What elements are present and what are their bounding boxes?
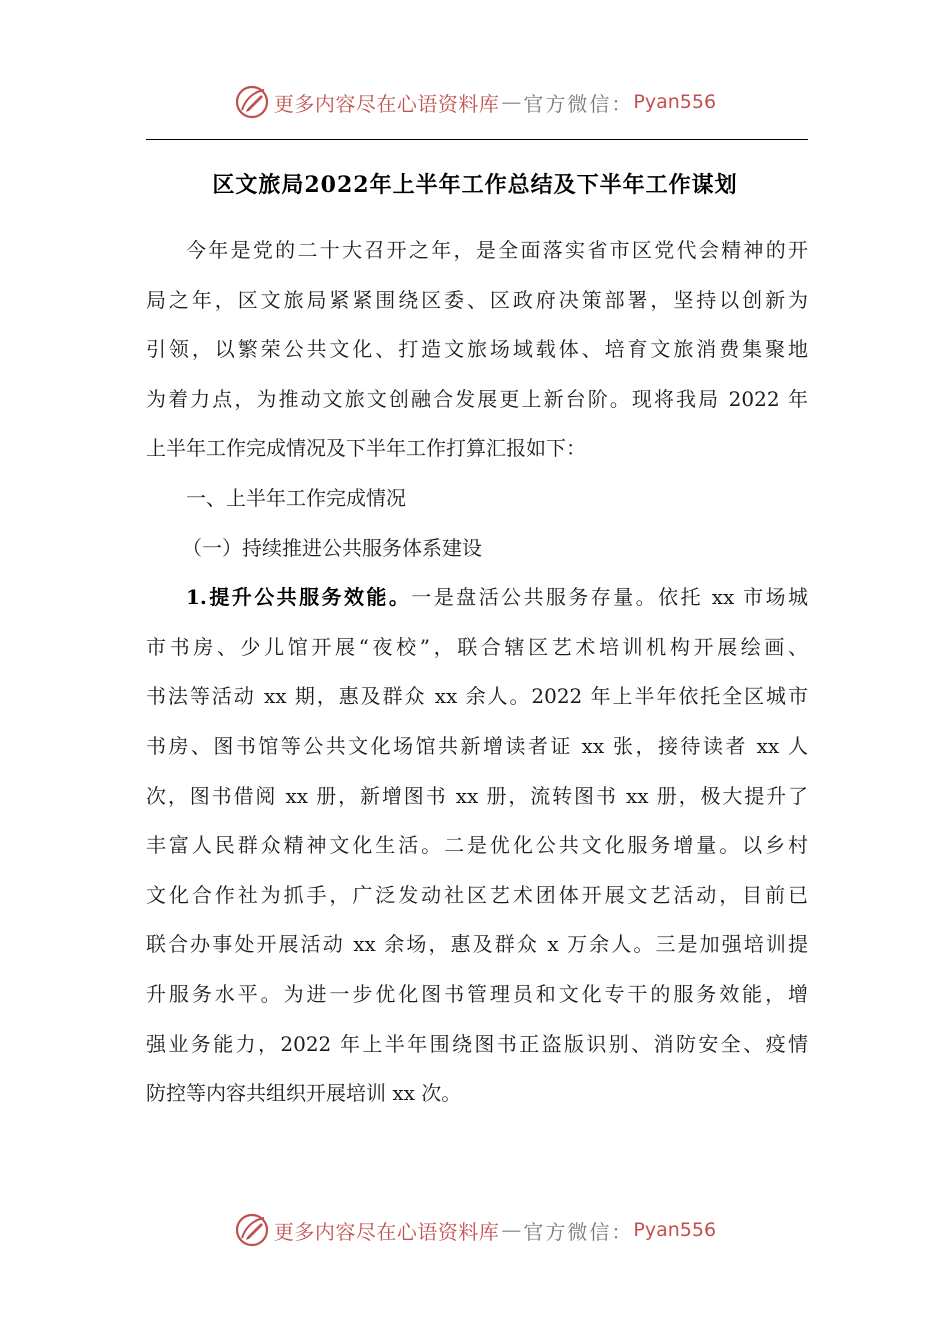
document-body	[146, 226, 808, 1119]
body-line: 强业务能力，2022 年上半年围绕图书正盗版识别、消防安全、疫情	[146, 1031, 808, 1056]
header-watermark	[0, 82, 950, 122]
body-line: 今年是党的二十大召开之年，是全面落实省市区党代会精神的开	[186, 238, 808, 262]
body-line: 书法等活动 xx 期，惠及群众 xx 余人。2022 年上半年依托全区城市	[146, 684, 808, 709]
pen-logo-icon	[234, 1212, 270, 1248]
body-line: 文化合作社为抓手，广泛发动社区艺术团体开展文艺活动，目前已	[146, 882, 808, 907]
watermark-wechat-id: Pyan556	[633, 91, 717, 113]
header-divider	[146, 139, 808, 140]
body-line: 次，图书借阅 xx 册，新增图书 xx 册，流转图书 xx 册，极大提升了	[146, 783, 808, 808]
body-line: 引领，以繁荣公共文化、打造文旅场域载体、培育文旅消费集聚地	[146, 337, 808, 362]
watermark-dash: —	[501, 1218, 522, 1242]
body-line: 市书房、少儿馆开展“夜校”，联合辖区艺术培训机构开展绘画、	[146, 634, 808, 659]
watermark-wechat-label: 官方微信：	[523, 91, 634, 116]
document-title: 区文旅局2022年上半年工作总结及下半年工作谋划	[212, 172, 738, 198]
body-line: 局之年，区文旅局紧紧围绕区委、区政府决策部署，坚持以创新为	[146, 287, 808, 312]
section-heading: 一、上半年工作完成情况	[186, 485, 406, 510]
body-line-with-lead	[146, 573, 808, 623]
body-line: 联合办事处开展活动 xx 余场，惠及群众 x 万余人。三是加强培训提	[146, 932, 808, 957]
bold-lead: 1.提升公共服务效能。	[186, 585, 412, 610]
body-line: 丰富人民群众精神文化生活。二是优化公共文化服务增量。以乡村	[146, 833, 808, 858]
watermark-brand: 更多内容尽在心语资料库	[273, 91, 500, 116]
body-line: 书房、图书馆等公共文化场馆共新增读者证 xx 张，接待读者 xx 人	[146, 733, 808, 758]
watermark-brand: 更多内容尽在心语资料库	[273, 1219, 500, 1244]
watermark-wechat-id: Pyan556	[633, 1219, 717, 1241]
pen-logo-icon	[234, 84, 270, 120]
body-line: 为着力点，为推动文旅文创融合发展更上新台阶。现将我局 2022 年	[146, 386, 808, 411]
lead-text: 一是盘活公共服务存量。依托 xx 市场城	[411, 585, 808, 610]
footer-watermark	[0, 1210, 950, 1250]
watermark-dash: —	[501, 90, 522, 114]
watermark-wechat-label: 官方微信：	[523, 1219, 634, 1244]
body-line: 上半年工作完成情况及下半年工作打算汇报如下：	[146, 436, 586, 461]
body-line: 升服务水平。为进一步优化图书管理员和文化专干的服务效能，增	[146, 981, 808, 1006]
subsection-heading: （一）持续推进公共服务体系建设	[182, 535, 482, 560]
body-line: 防控等内容共组织开展培训 xx 次。	[146, 1081, 462, 1106]
